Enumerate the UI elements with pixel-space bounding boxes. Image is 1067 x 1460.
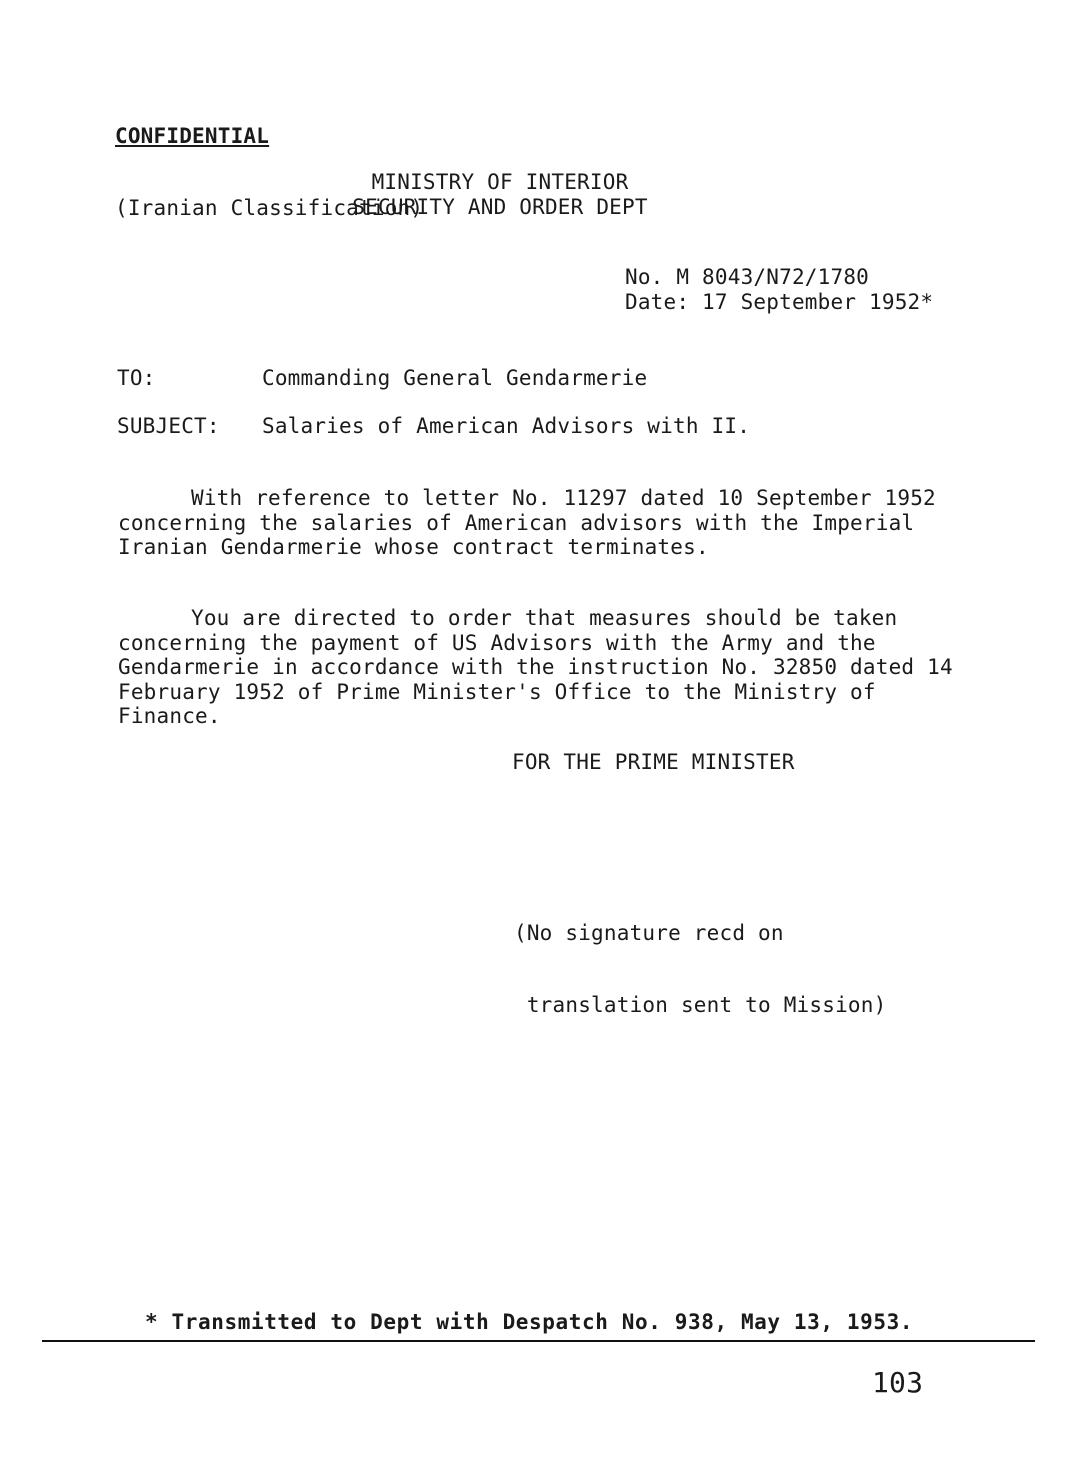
to-label: TO: xyxy=(117,366,156,390)
subject-label: SUBJECT: xyxy=(117,414,220,438)
paragraph-1-text: With reference to letter No. 11297 dated 10 September 1952 concerning the salaries of American advisors with the Imperial Iranian Gendarmerie whose contract terminates. xyxy=(118,486,936,559)
ministry-name: MINISTRY OF INTERIOR xyxy=(371,170,629,194)
footer-rule xyxy=(42,1340,1035,1342)
department-name: SECURITY AND ORDER DEPT xyxy=(352,195,648,219)
signature-line: FOR THE PRIME MINISTER xyxy=(512,750,795,774)
to-value: Commanding General Gendarmerie xyxy=(262,366,648,390)
transmittal-footnote: * Transmitted to Dept with Despatch No. 938, May 13, 1953. xyxy=(145,1310,914,1334)
reference-number: No. M 8043/N72/1780 xyxy=(625,265,870,289)
page-number: 103 xyxy=(872,1366,924,1399)
body-paragraph-2 xyxy=(118,606,958,729)
signature-note-line-1: (No signature recd on xyxy=(514,921,784,945)
paragraph-2-text: You are directed to order that measures should be taken concerning the payment of US Advisors with the Army and the Gendarmerie in accordance with the instruction No. 32850 dated 14 February 1952 of Prime Minister's Office to the Ministry of Finance. xyxy=(118,606,953,728)
signature-note-line-2: translation sent to Mission) xyxy=(514,993,887,1017)
subject-value: Salaries of American Advisors with II. xyxy=(262,414,751,438)
reference-date: Date: 17 September 1952* xyxy=(625,290,934,314)
classification-label: CONFIDENTIAL xyxy=(115,124,270,148)
classification-note: (Iranian Classification) xyxy=(115,196,424,220)
body-paragraph-1 xyxy=(118,486,958,560)
signature-note xyxy=(514,873,886,1065)
